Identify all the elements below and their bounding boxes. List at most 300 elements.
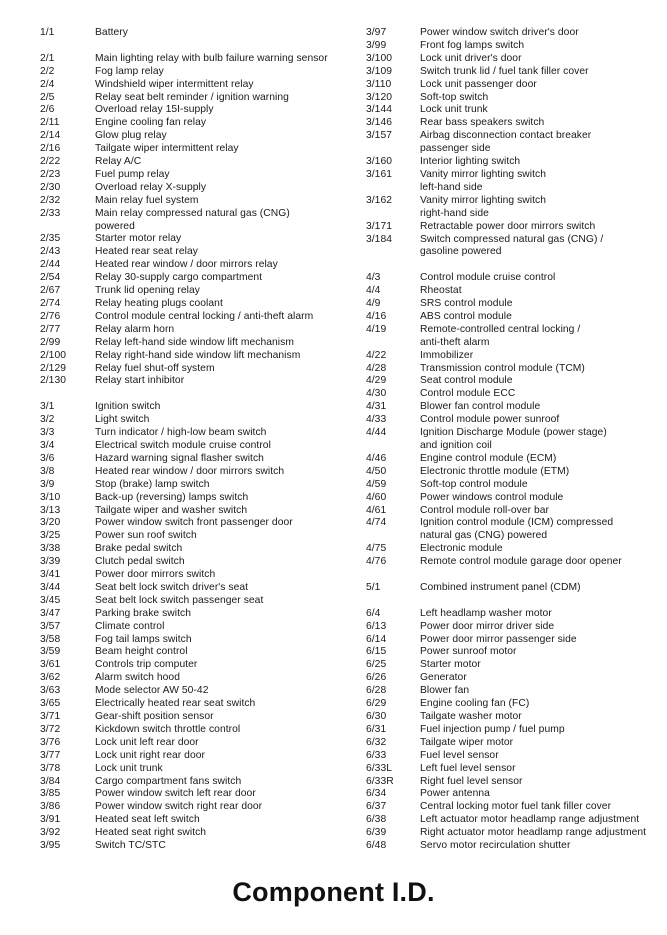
component-description: Airbag disconnection contact breaker passenger side: [420, 130, 592, 155]
component-row: [40, 440, 340, 453]
component-code: 3/8: [40, 465, 55, 477]
component-code: 2/2: [40, 65, 55, 77]
component-description: Electrical switch module cruise control: [95, 439, 271, 451]
component-description: Electronic module: [420, 543, 503, 555]
component-description: Overload relay 15I-supply: [95, 104, 214, 116]
component-description: Clutch pedal switch: [95, 556, 185, 568]
component-code: 4/28: [366, 362, 387, 374]
component-description: Tailgate wiper and washer switch: [95, 504, 248, 516]
component-description: Switch compressed natural gas (CNG) / gasoline powered: [420, 233, 604, 258]
component-row: [40, 375, 340, 388]
component-row: [40, 530, 340, 543]
component-code: 2/30: [40, 181, 61, 193]
component-code: 6/48: [366, 840, 387, 852]
component-row: [40, 608, 340, 621]
component-code: 3/157: [366, 130, 393, 142]
component-row: [366, 634, 664, 647]
component-code: 4/19: [366, 323, 387, 335]
component-code: 3/62: [40, 672, 61, 684]
component-code: 3/6: [40, 452, 55, 464]
right-component-list: [366, 27, 664, 853]
component-row: [366, 79, 664, 92]
component-code: 3/71: [40, 711, 61, 722]
component-row: [40, 827, 340, 840]
component-description: Power sunroof motor: [420, 646, 517, 658]
component-code: 3/92: [40, 827, 61, 839]
component-code: 4/4: [366, 285, 381, 297]
component-description: Rear bass speakers switch: [420, 117, 545, 129]
component-row: [366, 788, 664, 801]
component-row: [40, 259, 340, 272]
component-row: [40, 401, 340, 414]
component-row: [40, 104, 340, 117]
component-code: 6/31: [366, 723, 387, 735]
component-description: Immobilizer: [420, 349, 474, 361]
component-code: 2/22: [40, 156, 61, 168]
component-description: Gear-shift position sensor: [95, 711, 214, 722]
component-code: 2/6: [40, 104, 55, 116]
component-code: 6/34: [366, 788, 387, 800]
component-description: Brake pedal switch: [95, 543, 183, 555]
component-code: 6/32: [366, 736, 387, 748]
component-description: Controls trip computer: [95, 659, 198, 671]
component-code: 3/44: [40, 581, 61, 593]
component-row: [366, 827, 664, 840]
component-code: 3/144: [366, 104, 393, 116]
component-code: 2/100: [40, 349, 67, 361]
component-row: [366, 737, 664, 750]
component-row: [40, 117, 340, 130]
component-description: Relay right-hand side window lift mechanism: [95, 349, 301, 361]
component-description: Remote control module garage door opener: [420, 556, 622, 568]
component-code: 3/161: [366, 168, 393, 180]
component-description: Fog tail lamps switch: [95, 633, 192, 645]
component-code: 4/3: [366, 272, 381, 284]
component-code: 3/171: [366, 220, 393, 232]
component-description: Battery: [95, 27, 128, 38]
component-description: Power door mirror driver side: [420, 620, 555, 632]
component-code: 6/37: [366, 801, 387, 813]
component-description: Power door mirrors switch: [95, 569, 216, 581]
component-code: 3/45: [40, 594, 61, 606]
component-code: 3/3: [40, 427, 55, 439]
component-code: 2/129: [40, 362, 67, 374]
component-code: 3/85: [40, 788, 61, 800]
component-description: Ignition Discharge Module (power stage) and ignition coil: [420, 427, 607, 451]
section-spacer: [40, 388, 340, 401]
component-row: [366, 363, 664, 376]
component-code: 6/33: [366, 749, 387, 761]
component-row: [40, 724, 340, 737]
component-code: 6/15: [366, 646, 387, 658]
component-code: 4/22: [366, 349, 387, 361]
component-row: [366, 698, 664, 711]
component-description: Retractable power door mirrors switch: [420, 220, 596, 232]
component-code: 3/58: [40, 633, 61, 645]
component-row: [40, 414, 340, 427]
component-description: Lock unit passenger door: [420, 78, 537, 90]
component-code: 2/54: [40, 272, 61, 284]
component-description: Main relay fuel system: [95, 194, 199, 206]
component-description: Left fuel level sensor: [420, 762, 516, 774]
component-row: [40, 337, 340, 350]
component-row: [40, 840, 340, 853]
component-description: Tailgate wiper motor: [420, 736, 514, 748]
component-row: [366, 724, 664, 737]
component-row: [366, 659, 664, 672]
component-row: [40, 763, 340, 776]
component-code: 3/146: [366, 117, 393, 129]
component-description: Blower fan: [420, 685, 470, 697]
component-code: 3/41: [40, 569, 61, 581]
component-code: 2/5: [40, 91, 55, 103]
component-code: 4/9: [366, 298, 381, 310]
component-description: Interior lighting switch: [420, 156, 521, 168]
component-description: Electrically heated rear seat switch: [95, 698, 256, 710]
component-row: [40, 427, 340, 440]
component-description: SRS control module: [420, 298, 513, 310]
component-code: 3/57: [40, 620, 61, 632]
component-row: [366, 466, 664, 479]
component-code: 4/31: [366, 401, 387, 413]
section-spacer: [40, 40, 340, 53]
component-code: 4/74: [366, 517, 387, 529]
component-row: [366, 53, 664, 66]
component-row: [366, 40, 664, 53]
component-code: 3/97: [366, 27, 387, 38]
component-description: Lock unit left rear door: [95, 736, 199, 748]
component-description: Seat belt lock switch passenger seat: [95, 594, 264, 606]
component-code: 3/184: [366, 233, 393, 245]
component-row: [40, 466, 340, 479]
component-row: [366, 272, 664, 285]
component-code: 3/78: [40, 762, 61, 774]
component-code: 3/61: [40, 659, 61, 671]
component-row: [366, 117, 664, 130]
component-row: [40, 776, 340, 789]
component-row: [40, 79, 340, 92]
component-row: [366, 401, 664, 414]
component-code: 6/38: [366, 814, 387, 826]
component-code: 3/120: [366, 91, 393, 103]
component-row: [366, 776, 664, 789]
component-code: 3/86: [40, 801, 61, 813]
component-description: Fog lamp relay: [95, 65, 164, 77]
component-code: 2/44: [40, 259, 61, 271]
component-row: [40, 298, 340, 311]
component-description: Relay left-hand side window lift mechanism: [95, 336, 294, 348]
component-row: [366, 350, 664, 363]
component-description: Heated rear window / door mirrors relay: [95, 259, 278, 271]
component-code: 3/4: [40, 439, 55, 451]
component-row: [40, 195, 340, 208]
component-row: [40, 582, 340, 595]
component-row: [366, 324, 664, 350]
component-row: [366, 92, 664, 105]
component-row: [366, 169, 664, 195]
component-code: 2/74: [40, 298, 61, 310]
component-row: [40, 479, 340, 492]
component-row: [366, 453, 664, 466]
component-code: 3/20: [40, 517, 61, 529]
component-code: 2/130: [40, 375, 67, 387]
component-code: 3/2: [40, 414, 55, 426]
component-description: Fuel pump relay: [95, 168, 170, 180]
component-row: [40, 246, 340, 259]
component-row: [366, 750, 664, 763]
component-description: Power door mirror passenger side: [420, 633, 577, 645]
component-description: Heated rear seat relay: [95, 246, 198, 258]
component-code: 3/59: [40, 646, 61, 658]
section-spacer: [366, 595, 664, 608]
component-code: 2/67: [40, 285, 61, 297]
component-description: Light switch: [95, 414, 150, 426]
component-code: 3/1: [40, 401, 55, 413]
component-code: 4/50: [366, 465, 387, 477]
component-description: Main relay compressed natural gas (CNG) powered: [95, 207, 290, 232]
component-code: 3/72: [40, 723, 61, 735]
component-code: 6/25: [366, 659, 387, 671]
component-row: [366, 801, 664, 814]
component-row: [40, 659, 340, 672]
component-code: 6/29: [366, 698, 387, 710]
component-description: Relay start inhibitor: [95, 375, 185, 387]
component-description: Cargo compartment fans switch: [95, 775, 242, 787]
section-spacer: [366, 569, 664, 582]
component-row: [366, 298, 664, 311]
component-code: 3/63: [40, 685, 61, 697]
component-row: [366, 427, 664, 453]
component-code: 4/60: [366, 491, 387, 503]
component-description: Relay A/C: [95, 156, 142, 168]
component-code: 3/38: [40, 543, 61, 555]
component-row: [40, 311, 340, 324]
component-description: Windshield wiper intermittent relay: [95, 78, 254, 90]
component-row: [40, 143, 340, 156]
component-description: Beam height control: [95, 646, 188, 658]
component-row: [40, 169, 340, 182]
component-code: 3/25: [40, 530, 61, 542]
component-description: Seat belt lock switch driver's seat: [95, 581, 249, 593]
component-description: Servo motor recirculation shutter: [420, 840, 571, 852]
component-description: Ignition control module (ICM) compressed natural gas (CNG) powered: [420, 517, 614, 542]
component-row: [366, 27, 664, 40]
component-row: [366, 414, 664, 427]
component-row: [40, 182, 340, 195]
component-description: Front fog lamps switch: [420, 39, 525, 51]
component-description: Relay alarm horn: [95, 323, 175, 335]
component-code: 2/43: [40, 246, 61, 258]
component-code: 3/76: [40, 736, 61, 748]
component-row: [366, 543, 664, 556]
component-description: Engine control module (ECM): [420, 452, 557, 464]
component-code: 4/44: [366, 427, 387, 439]
component-description: Engine cooling fan relay: [95, 117, 207, 129]
page-title: Component I.D.: [232, 877, 435, 907]
component-description: Lock unit driver's door: [420, 52, 522, 64]
component-row: [366, 375, 664, 388]
component-description: Back-up (reversing) lamps switch: [95, 491, 249, 503]
component-description: Lock unit trunk: [420, 104, 488, 116]
component-description: Kickdown switch throttle control: [95, 723, 241, 735]
component-code: 4/29: [366, 375, 387, 387]
component-description: Overload relay X-supply: [95, 181, 207, 193]
component-row: [366, 505, 664, 518]
component-code: 3/100: [366, 52, 393, 64]
component-row: [40, 788, 340, 801]
component-row: [366, 814, 664, 827]
section-spacer: [366, 259, 664, 272]
component-description: Tailgate washer motor: [420, 710, 522, 722]
component-description: Right actuator motor headlamp range adjustment: [420, 827, 647, 839]
component-row: [366, 556, 664, 569]
component-description: Lock unit right rear door: [95, 749, 205, 761]
component-code: 6/13: [366, 620, 387, 632]
component-code: 6/30: [366, 710, 387, 722]
component-description: Central locking motor fuel tank filler cover: [420, 801, 612, 813]
component-row: [40, 750, 340, 763]
component-code: 5/1: [366, 581, 381, 593]
component-row: [40, 324, 340, 337]
component-description: Generator: [420, 672, 467, 684]
component-code: 2/14: [40, 130, 61, 142]
component-code: 6/14: [366, 633, 387, 645]
component-row: [40, 272, 340, 285]
component-code: 4/61: [366, 504, 387, 516]
component-code: 1/1: [40, 27, 55, 38]
component-description: Right fuel level sensor: [420, 775, 523, 787]
component-description: Soft-top control module: [420, 478, 528, 490]
component-code: 2/32: [40, 194, 61, 206]
component-description: Power sun roof switch: [95, 530, 197, 542]
component-row: [40, 27, 340, 40]
component-row: [40, 233, 340, 246]
component-description: Vanity mirror lighting switch right-hand side: [420, 194, 547, 219]
component-description: Vanity mirror lighting switch left-hand side: [420, 168, 547, 193]
component-row: [366, 130, 664, 156]
component-code: 3/110: [366, 78, 392, 90]
component-description: Power window switch left rear door: [95, 788, 256, 800]
component-code: 3/39: [40, 556, 61, 568]
component-row: [366, 582, 664, 595]
left-component-list: [40, 27, 340, 853]
component-row: [40, 543, 340, 556]
component-description: Relay 30-supply cargo compartment: [95, 272, 263, 284]
component-description: Tailgate wiper intermittent relay: [95, 143, 239, 155]
component-row: [40, 92, 340, 105]
component-row: [366, 646, 664, 659]
component-row: [40, 621, 340, 634]
component-row: [366, 685, 664, 698]
component-description: Power window switch driver's door: [420, 27, 579, 38]
component-description: Control module power sunroof: [420, 414, 560, 426]
component-code: 6/4: [366, 607, 381, 619]
component-row: [366, 608, 664, 621]
component-description: Control module ECC: [420, 388, 516, 400]
component-description: Turn indicator / high-low beam switch: [95, 427, 267, 439]
component-code: 2/76: [40, 310, 61, 322]
component-row: [366, 388, 664, 401]
component-description: Heated seat right switch: [95, 827, 207, 839]
component-code: 4/46: [366, 452, 387, 464]
component-row: [40, 685, 340, 698]
component-description: Fuel injection pump / fuel pump: [420, 723, 565, 735]
component-description: Alarm switch hood: [95, 672, 180, 684]
component-row: [40, 285, 340, 298]
component-row: [366, 763, 664, 776]
component-row: [40, 53, 340, 66]
component-description: Transmission control module (TCM): [420, 362, 585, 374]
component-code: 3/77: [40, 749, 61, 761]
component-description: Power window switch front passenger door: [95, 517, 293, 529]
component-code: 3/160: [366, 156, 393, 168]
component-description: Control module cruise control: [420, 272, 556, 284]
component-row: [366, 492, 664, 505]
component-description: Mode selector AW 50-42: [95, 685, 209, 697]
component-description: Hazard warning signal flasher switch: [95, 452, 264, 464]
component-description: Soft-top switch: [420, 91, 489, 103]
component-description: Starter motor relay: [95, 233, 182, 245]
component-row: [366, 517, 664, 543]
component-description: Glow plug relay: [95, 130, 167, 142]
component-row: [40, 505, 340, 518]
component-row: [366, 672, 664, 685]
component-description: Electronic throttle module (ETM): [420, 465, 570, 477]
component-row: [40, 130, 340, 143]
component-code: 3/109: [366, 65, 393, 77]
component-description: Left headlamp washer motor: [420, 607, 552, 619]
component-description: Trunk lid opening relay: [95, 285, 200, 297]
component-row: [40, 814, 340, 827]
component-description: Climate control: [95, 620, 165, 632]
component-row: [40, 569, 340, 582]
component-row: [40, 595, 340, 608]
component-code: 3/91: [40, 814, 61, 826]
component-code: 6/33R: [366, 775, 394, 787]
component-description: Switch trunk lid / fuel tank filler cover: [420, 65, 589, 77]
component-description: Switch TC/STC: [95, 840, 166, 852]
component-code: 6/33L: [366, 762, 393, 774]
component-code: 2/77: [40, 323, 61, 335]
component-row: [40, 453, 340, 466]
component-code: 2/23: [40, 168, 61, 180]
component-description: Control module central locking / anti-theft alarm: [95, 310, 314, 322]
component-description: Stop (brake) lamp switch: [95, 478, 210, 490]
component-row: [40, 672, 340, 685]
component-code: 3/10: [40, 491, 61, 503]
component-row: [40, 517, 340, 530]
component-row: [366, 479, 664, 492]
component-code: 2/1: [40, 52, 55, 64]
component-description: Relay heating plugs coolant: [95, 298, 223, 310]
component-description: Engine cooling fan (FC): [420, 698, 530, 710]
component-code: 4/33: [366, 414, 387, 426]
component-row: [366, 285, 664, 298]
component-code: 4/59: [366, 478, 387, 490]
component-code: 6/26: [366, 672, 387, 684]
component-code: 2/35: [40, 233, 61, 245]
component-row: [40, 350, 340, 363]
component-code: 4/75: [366, 543, 387, 555]
component-description: Power window switch right rear door: [95, 801, 263, 813]
component-row: [40, 492, 340, 505]
component-description: Heated seat left switch: [95, 814, 200, 826]
component-description: Fuel level sensor: [420, 749, 499, 761]
component-row: [366, 195, 664, 221]
component-code: 3/65: [40, 698, 61, 710]
component-description: Control module roll-over bar: [420, 504, 550, 516]
component-code: 3/162: [366, 194, 393, 206]
